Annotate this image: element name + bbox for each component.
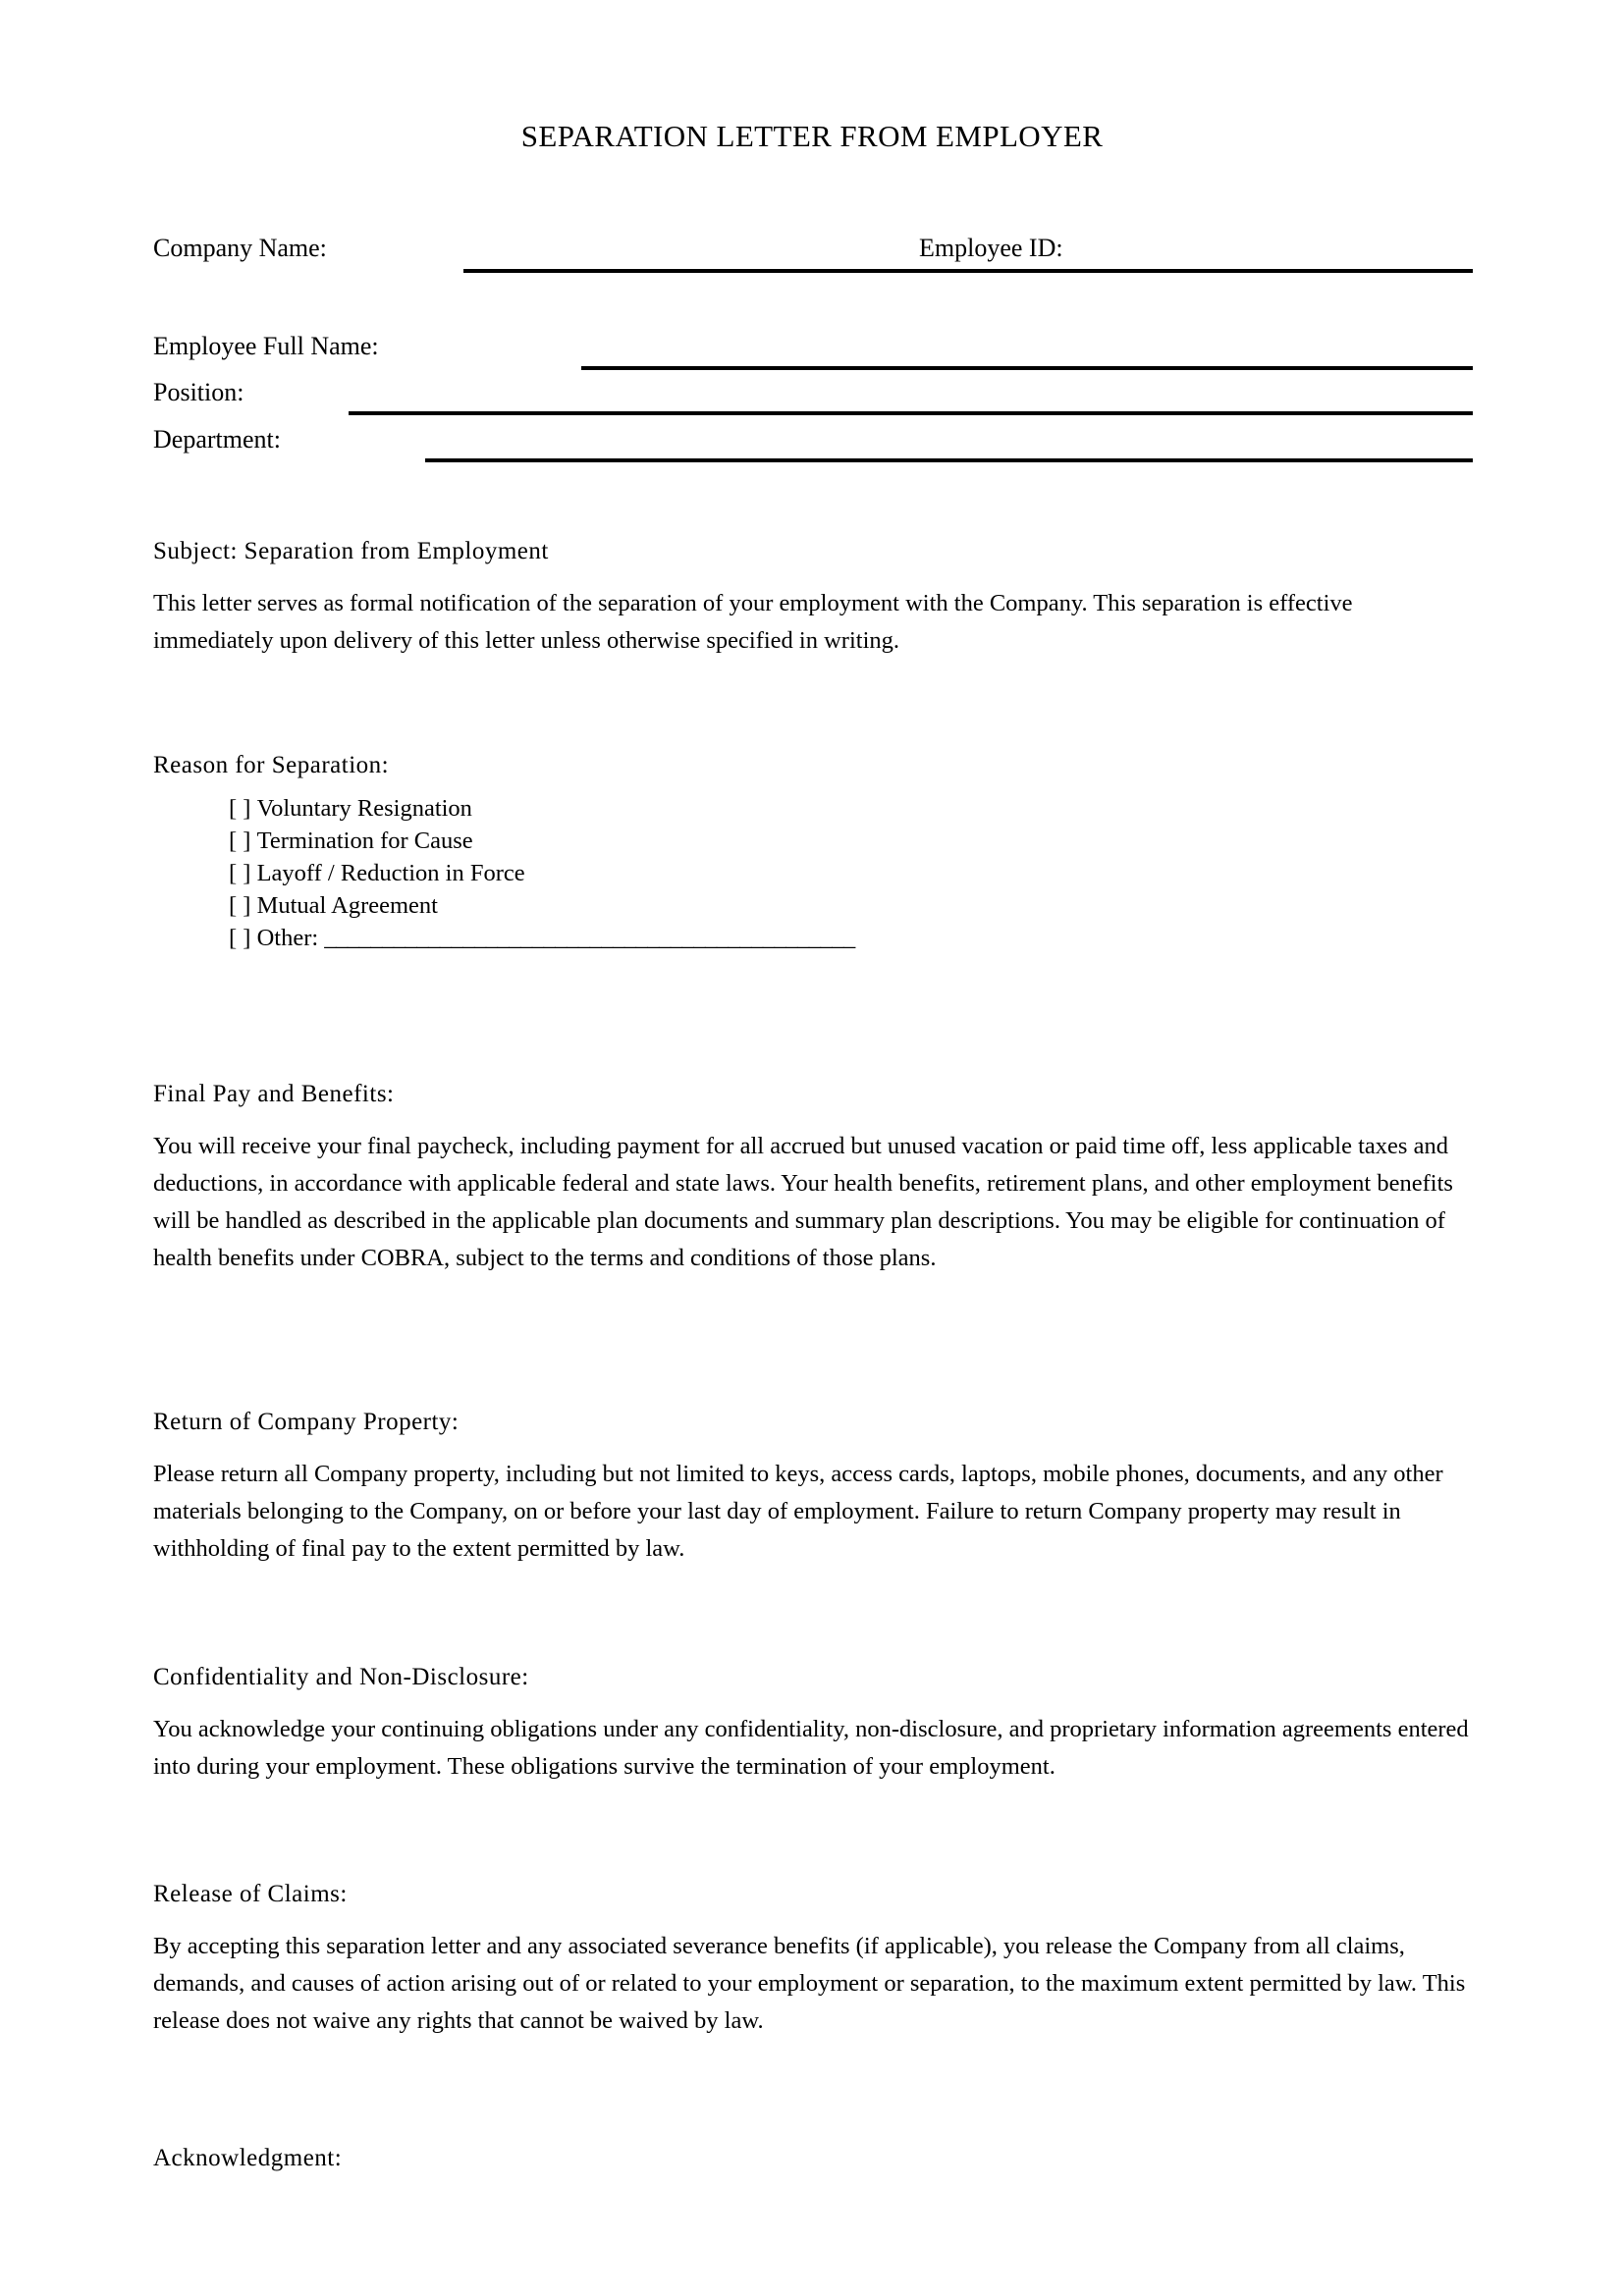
reason-option-mutual-agreement[interactable] xyxy=(153,889,1473,922)
checkbox-icon[interactable]: [ ] xyxy=(229,795,251,822)
field-block-spacer xyxy=(153,278,1473,330)
section-acknowledgment xyxy=(153,2142,1473,2175)
release-of-claims-heading: Release of Claims: xyxy=(153,1881,348,1907)
reason-option-label: Other: xyxy=(256,925,325,951)
reason-for-separation-heading: Reason for Separation: xyxy=(153,752,390,778)
reason-option-voluntary-resignation[interactable] xyxy=(153,792,1473,825)
company-name-input-rule[interactable] xyxy=(463,269,1473,273)
department-label: Department: xyxy=(153,425,281,454)
acknowledgment-heading: Acknowledgment: xyxy=(153,2145,343,2171)
return-of-company-property-heading: Return of Company Property: xyxy=(153,1409,460,1435)
section-final-pay-and-benefits xyxy=(153,1078,1473,1277)
checkbox-icon[interactable]: [ ] xyxy=(229,828,251,854)
employee-id-label: Employee ID: xyxy=(919,234,1063,262)
reason-option-termination-for-cause[interactable] xyxy=(153,825,1473,857)
subject-heading: Subject: Separation from Employment xyxy=(153,538,549,564)
final-pay-heading: Final Pay and Benefits: xyxy=(153,1081,395,1107)
checkbox-icon[interactable]: [ ] xyxy=(229,892,251,919)
checkbox-icon[interactable]: [ ] xyxy=(229,860,251,886)
reason-option-other-input-rule[interactable]: ______________________________________________ xyxy=(324,925,855,951)
reason-option-layoff-reduction-in-force[interactable] xyxy=(153,857,1473,889)
confidentiality-body: You acknowledge your continuing obligations under any confidentiality, non-disclosure, and proprietary information agreements entered into during your employment. These obligations survive the termination of your employment. xyxy=(153,1716,1469,1780)
employee-full-name-label: Employee Full Name: xyxy=(153,332,379,360)
final-pay-body: You will receive your final paycheck, including payment for all accrued but unused vacation or paid time off, less applicable taxes and deductions, in accordance with applicable federal and state laws. Your health benefits, retirement plans, and other employment benefits will be handled as described in the applicable plan documents and summary plan descriptions. You may be eligible for continuation of health benefits under COBRA, subject to the terms and conditions of those plans. xyxy=(153,1133,1453,1271)
reason-option-label: Layoff / Reduction in Force xyxy=(256,860,525,886)
field-row-department xyxy=(153,423,1473,470)
position-label: Position: xyxy=(153,378,244,406)
employee-full-name-input-rule[interactable] xyxy=(581,366,1473,370)
section-release-of-claims xyxy=(153,1878,1473,2040)
department-input-rule[interactable] xyxy=(425,458,1473,462)
checkbox-icon[interactable]: [ ] xyxy=(229,925,251,951)
confidentiality-heading: Confidentiality and Non-Disclosure: xyxy=(153,1664,529,1690)
reason-option-label: Termination for Cause xyxy=(256,828,473,854)
return-of-company-property-body: Please return all Company property, including but not limited to keys, access cards, laptops, mobile phones, documents, and any other materials belonging to the Company, on or before your last day of employment. Failure to return Company property may result in withholding of final pay to the extent permitted by law. xyxy=(153,1461,1443,1562)
company-name-label: Company Name: xyxy=(153,234,327,262)
release-of-claims-body: By accepting this separation letter and any associated severance benefits (if applicable), you release the Company from all claims, demands, and causes of action arising out of or related to your employment or separation, to the maximum extent permitted by law. This release does not waive any rights that cannot be waived by law. xyxy=(153,1933,1466,2034)
section-return-of-company-property xyxy=(153,1406,1473,1568)
section-confidentiality-and-non-disclosure xyxy=(153,1661,1473,1786)
section-subject xyxy=(153,535,1473,660)
field-row-company-name xyxy=(153,232,1473,278)
header-fields xyxy=(153,232,1473,470)
reason-option-label: Voluntary Resignation xyxy=(256,795,472,822)
position-input-rule[interactable] xyxy=(349,411,1473,415)
reason-option-label: Mutual Agreement xyxy=(256,892,438,919)
reason-option-other[interactable] xyxy=(153,922,1473,954)
section-reason-for-separation xyxy=(153,749,1473,954)
subject-body: This letter serves as formal notification of the separation of your employment with the Company. This separation is effective immediately upon delivery of this letter unless otherwise specified in writing. xyxy=(153,590,1353,654)
reason-options-list xyxy=(153,792,1473,954)
field-row-employee-full-name xyxy=(153,330,1473,376)
page-title: SEPARATION LETTER FROM EMPLOYER xyxy=(520,119,1104,153)
field-row-position xyxy=(153,376,1473,423)
